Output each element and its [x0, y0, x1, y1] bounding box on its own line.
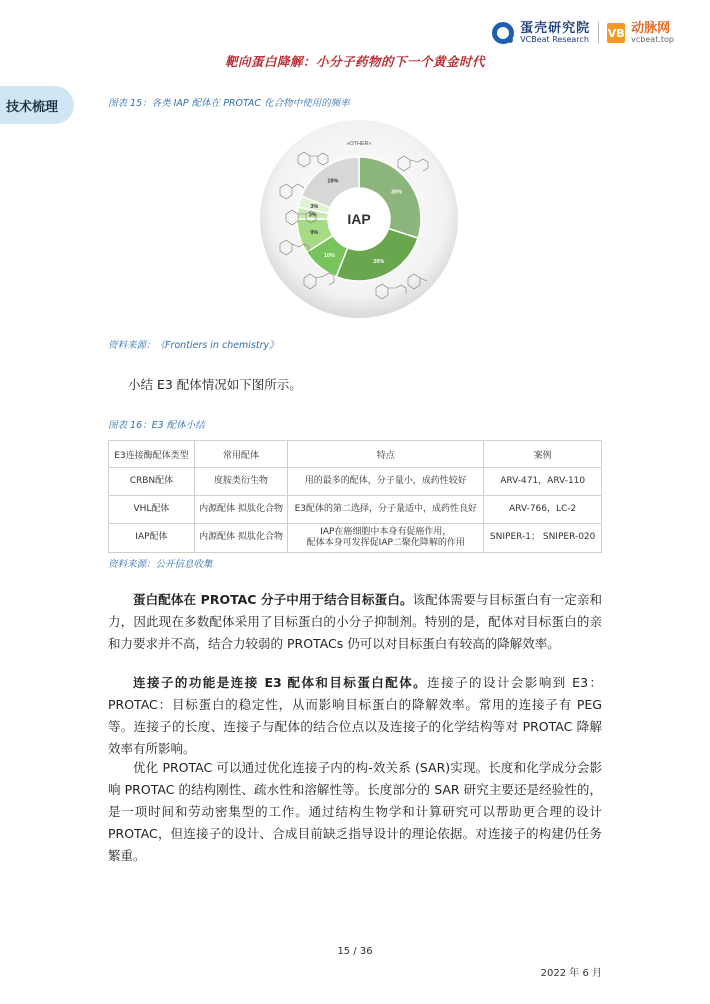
cell-type: CRBN配体 — [109, 468, 195, 496]
vcbeat-logo-icon — [492, 22, 514, 44]
cell-type: VHL配体 — [109, 496, 195, 524]
paragraph-optimization: 优化 PROTAC 可以通过优化连接子内的构-效关系 (SAR)实现。长度和化学成分会影响 PROTAC 的结构刚性、疏水性和溶解性等。长度部分的 SAR 研究主要还是经验性的，是一项时间和劳动密集型的工作。通过结构生物学和计算研究可以帮助更合理的设计 PROTAC，但连接子的设计、合成目前缺乏指导设计的理论依据。对连接子的构建仍任务繁重。 — [108, 760, 602, 863]
section-tab: 技术梳理 — [0, 86, 74, 124]
table-row — [109, 468, 602, 496]
brand-name-en: VCBeat Research — [520, 34, 589, 44]
table-row — [109, 496, 602, 524]
brand-divider — [598, 22, 599, 44]
donut-center-label: IAP — [347, 211, 371, 227]
donut-slice-label: 3% — [310, 204, 319, 211]
brand-name-cn: 蛋壳研究院 — [520, 21, 591, 36]
figure-15-source: 资料来源：《Frontiers in chemistry》 — [108, 340, 279, 351]
cell-type: IAP配体 — [109, 524, 195, 553]
cell-feature: 用的最多的配体，分子量小，成药性较好 — [288, 468, 484, 496]
table-row — [109, 524, 602, 553]
header-brand — [492, 22, 674, 44]
paragraph-lead: 连接子的功能是连接 E3 配体和目标蛋白配体。 — [133, 675, 428, 690]
partner-logo — [607, 22, 674, 44]
summary-line: 小结 E3 配体情况如下图所示。 — [128, 377, 302, 392]
donut-slice-label: 19% — [327, 178, 339, 185]
header-cell: E3连接酶配体类型 — [109, 441, 195, 468]
donut-slice-label: 9% — [310, 229, 319, 236]
publication-date: 2022 年 6 月 — [540, 968, 602, 979]
paragraph-protein-ligand — [108, 589, 602, 655]
cell-cases: ARV-471，ARV-110 — [484, 468, 602, 496]
partner-logo-icon: VB — [607, 23, 625, 43]
figure-15-caption: 图表 15：各类 IAP 配体在 PROTAC 化合物中使用的频率 — [108, 98, 350, 109]
figure-16-caption: 图表 16：E3 配体小结 — [108, 420, 205, 431]
page-number: 15 / 36 — [337, 946, 373, 957]
cell-cases: ARV-766，LC-2 — [484, 496, 602, 524]
paragraph-linker — [108, 672, 602, 760]
donut-slice-label: 3% — [308, 212, 317, 219]
cell-ligand: 内源配体 拟肽化合物 — [194, 524, 287, 553]
e3-ligand-summary-table — [108, 440, 602, 553]
paragraph-body: 连接子的设计会影响到 E3：PROTAC：目标蛋白的稳定性，从而影响目标蛋白的降解效率。常用的连接子有 PEG 等。连接子的长度、连接子与配体的结合位点以及连接子的化学结构等对 PROTAC 降解效率有所影响。 — [108, 675, 602, 756]
iap-ligand-donut-chart — [258, 118, 460, 320]
header-cell: 案例 — [484, 441, 602, 468]
donut-slice-label: 30% — [391, 189, 403, 196]
paragraph-lead: 蛋白配体在 PROTAC 分子中用于结合目标蛋白。 — [133, 592, 413, 607]
cell-ligand: 内源配体 拟肽化合物 — [194, 496, 287, 524]
donut-slice-label: 10% — [323, 252, 335, 259]
cell-feature: E3配体的第二选择，分子量适中，成药性良好 — [288, 496, 484, 524]
document-title: 靶向蛋白降解：小分子药物的下一个黄金时代 — [224, 54, 485, 69]
partner-name-en: vcbeat.top — [631, 34, 674, 44]
partner-name-cn: 动脉网 — [631, 21, 671, 36]
donut-slice-label: 26% — [373, 259, 385, 266]
cell-feature-line-1: IAP在癌细胞中本身有促癌作用， — [320, 526, 452, 537]
header-cell: 常用配体 — [194, 441, 287, 468]
figure-16-source: 资料来源：公开信息收集 — [108, 559, 213, 570]
vcbeat-logo — [492, 22, 590, 44]
cell-cases: SNIPER-1； SNIPER-020 — [484, 524, 602, 553]
paragraph-body: 该配体需要与目标蛋白有一定亲和力，因此现在多数配体采用了目标蛋白的小分子抑制剂。特别的是，配体对目标蛋白的亲和力要求并不高，结合力较弱的 PROTACs 仍可以对目标蛋白有较高的降解效率。 — [108, 592, 602, 651]
donut-annotation-other: »OTHER« — [346, 141, 372, 147]
cell-ligand: 度胺类衍生物 — [194, 468, 287, 496]
table-header-row — [109, 441, 602, 468]
cell-feature-line-2: 配体本身可发挥促IAP二聚化降解的作用 — [306, 538, 465, 548]
header-cell: 特点 — [288, 441, 484, 468]
donut-svg — [258, 118, 460, 320]
cell-feature — [288, 524, 484, 553]
